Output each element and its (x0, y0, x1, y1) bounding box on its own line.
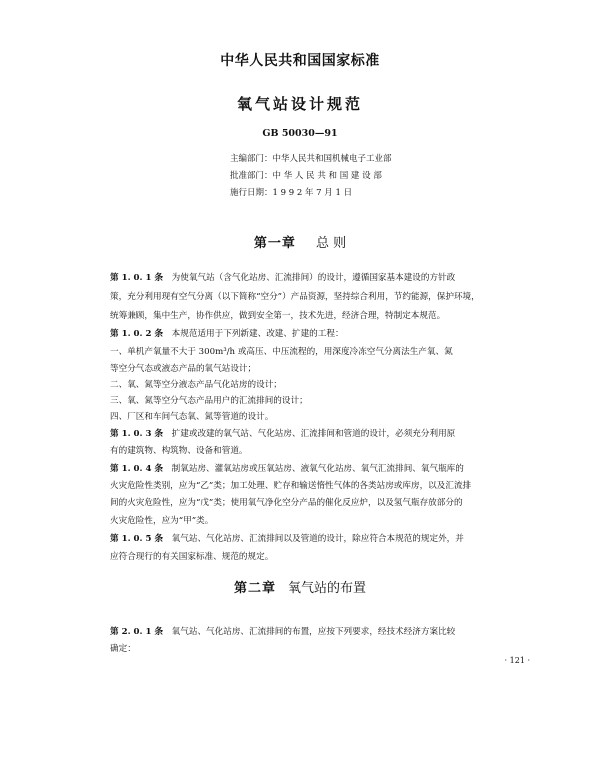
clause-text: 制氧站房、灌氧站房或压氧站房、液氧气化站房、氧气汇流排间、氧气瓶库的 (163, 464, 464, 474)
body-line (110, 290, 480, 305)
clause-number: 第 1. 0. 2 条 (110, 329, 164, 339)
list-item (110, 378, 282, 393)
clause-text: 三、氧、氮等空分气态产品用户的汇流排间的设计； (110, 396, 308, 406)
clause-text: 扩建或改建的氧气站、气化站房、汇流排间和管道的设计，必须充分利用原 (163, 429, 456, 439)
clause-text: 策，充分利用现有空气分离（以下简称“空分”）产品资源，坚持综合利用，节约能源，保护环境， (110, 292, 480, 302)
clause-text: 等空分气态或液态产品的氧气站设计； (110, 364, 257, 374)
chapter-number: 第一章 (253, 236, 296, 251)
clause-line (110, 462, 464, 477)
meta-label: 批准部门： (230, 171, 273, 181)
clause-line (110, 327, 344, 342)
clause-text: 本规范适用于下列新建、改建、扩建的工程： (163, 329, 344, 339)
clause-number: 第 1. 0. 5 条 (110, 534, 164, 544)
chapter-number: 第二章 (233, 581, 276, 596)
meta-label: 施行日期： (230, 188, 273, 198)
clause-text: 统筹兼顾，集中生产，协作供应，做到安全第一，技术先进，经济合理，特制定本规范。 (110, 311, 446, 321)
body-line (110, 496, 463, 511)
list-item (110, 394, 308, 409)
chapter-2-heading (0, 577, 600, 596)
clause-text: 氧气站、气化站房、汇流排间以及管道的设计，除应符合本规范的规定外，并 (163, 534, 464, 544)
document-title: 氧气站设计规范 (236, 95, 363, 113)
clause-line (110, 625, 455, 640)
chapter-title: 氧气站的布置 (288, 581, 367, 596)
meta-effective-date (230, 185, 352, 202)
clause-line (110, 271, 455, 286)
clause-line (110, 427, 455, 442)
clause-text: 一、单机产氧量不大于 300m³/h 或高压、中压流程的，用深度冷冻空气分离法生产氧、氮 (110, 347, 453, 357)
clause-number: 第 1. 0. 3 条 (110, 429, 164, 439)
clause-text: 为使氧气站（含气化站房、汇流排间）的设计，遵循国家基本建设的方针政 (163, 273, 456, 283)
clause-text: 火灾危险性，应为“甲”类。 (110, 516, 214, 526)
clause-text: 氧气站、气化站房、汇流排间的布置，应按下列要求，经技术经济方案比较 (163, 627, 456, 637)
body-line (110, 479, 471, 494)
list-item (110, 410, 273, 425)
standard-code: GB 50030—91 (262, 128, 338, 139)
meta-approver (230, 168, 382, 185)
clause-text: 火灾危险性类别，应为“乙”类；加工处理、贮存和输送惰性气体的各类站房或库房，以及汇流排 (110, 481, 472, 491)
body-line (110, 642, 136, 657)
clause-text: 间的火灾危险性，应为“戊”类；使用氧气净化空分产品的催化反应炉，以及氢气瓶存放部分的 (110, 498, 463, 508)
clause-number: 第 1. 0. 4 条 (110, 464, 164, 474)
clause-text: 有的建筑物、构筑物、设备和管道。 (110, 446, 248, 456)
body-line (110, 514, 213, 529)
clause-text: 四、厂区和车间气态氧、氮等管道的设计。 (110, 412, 274, 422)
clause-text: 应符合现行的有关国家标准、规范的规定。 (110, 552, 274, 562)
meta-value: 1 9 9 2 年 7 月 1 日 (272, 188, 353, 198)
body-line (110, 362, 256, 377)
body-line (110, 309, 445, 324)
page-number: · 121 · (504, 656, 530, 665)
chapter-1-heading (0, 232, 600, 251)
clause-line (110, 532, 464, 547)
chapter-title: 总 则 (315, 236, 347, 251)
standard-name: 中华人民共和国国家标准 (220, 53, 380, 69)
clause-text: 确定： (110, 644, 136, 654)
clause-text: 二、氧、氮等空分液态产品气化站房的设计； (110, 380, 282, 390)
list-item (110, 345, 453, 360)
body-line (110, 444, 248, 459)
meta-value: 中 华 人 民 共 和 国 建 设 部 (272, 171, 382, 181)
meta-value: 中华人民共和国机械电子工业部 (272, 154, 392, 164)
clause-number: 第 1. 0. 1 条 (110, 273, 164, 283)
body-line (110, 550, 273, 565)
clause-number: 第 2. 0. 1 条 (110, 627, 164, 637)
meta-editor (230, 151, 392, 168)
meta-label: 主编部门： (230, 154, 273, 164)
